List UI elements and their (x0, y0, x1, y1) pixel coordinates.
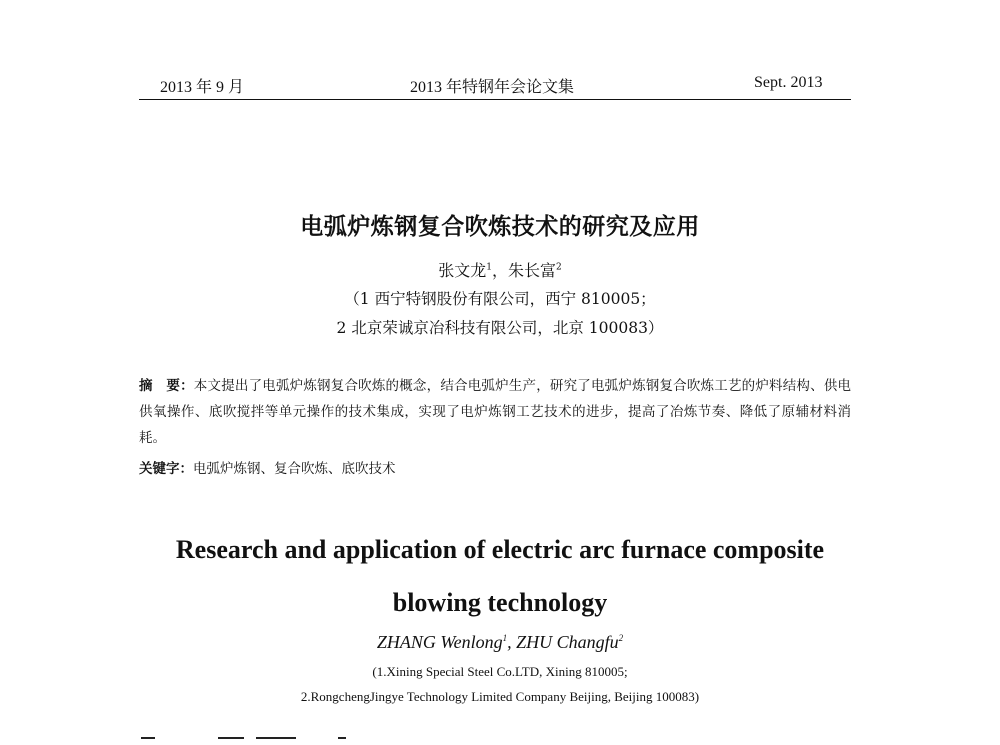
cropped-text-fragment (338, 737, 346, 739)
author-1-cn: 张文龙 (438, 261, 487, 280)
abstract-cn (139, 373, 851, 451)
paper-title-cn: 电弧炉炼钢复合吹炼技术的研究及应用 (300, 214, 700, 240)
paper-title-en-line-1: Research and application of electric arc furnace composite (175, 535, 825, 564)
cropped-text-fragment (256, 737, 296, 739)
author-1-en: ZHANG Wenlong (376, 632, 503, 652)
header-date-en: Sept. 2013 (754, 74, 823, 91)
affiliation-en-2: 2.RongchengJingye Technology Limited Company Beijing, Beijing 100083) (300, 689, 700, 704)
author-2-en: ZHU Changfu (516, 632, 619, 652)
authors-cn (0, 258, 1000, 281)
author-2-cn-affil: 2 (556, 262, 562, 273)
author-separator-cn: ， (491, 261, 508, 280)
header-proceedings-title: 2013 年特钢年会论文集 (410, 79, 575, 96)
header-rule (139, 99, 851, 100)
keywords-text: 电弧炉炼钢、复合吹炼、底吹技术 (193, 461, 396, 477)
keywords-label: 关键字： (139, 461, 193, 477)
cropped-text-fragment (218, 737, 244, 739)
author-1-cn-affil: 1 (486, 262, 492, 273)
abstract-text: 本文提出了电弧炉炼钢复合吹炼的概念，结合电弧炉生产，研究了电弧炉炼钢复合吹炼工艺的炉料结构、供电供氧操作、底吹搅拌等单元操作的技术集成，实现了电炉炼钢工艺技术的进步，提高了冶炼节奏、降低了原辅材料消耗。 (139, 378, 852, 446)
author-separator-en: , (507, 632, 517, 652)
affiliation-cn-2: 2 北京荣诚京冶科技有限公司，北京 100083） (336, 319, 664, 337)
author-2-en-affil: 2 (618, 633, 624, 643)
cropped-text-fragment (141, 737, 155, 739)
author-2-cn: 朱长富 (508, 261, 557, 280)
affiliation-en-1: (1.Xining Special Steel Co.LTD, Xining 810005; (372, 664, 628, 679)
keywords-cn (139, 457, 396, 477)
abstract-label: 摘 要： (139, 378, 194, 394)
affiliation-cn-1: （1 西宁特钢股份有限公司，西宁 810005； (344, 290, 656, 308)
authors-en (0, 632, 1000, 653)
author-1-en-affil: 1 (502, 633, 508, 643)
header-date-cn: 2013 年 9 月 (160, 79, 245, 96)
paper-title-en-line-2: blowing technology (392, 588, 608, 617)
